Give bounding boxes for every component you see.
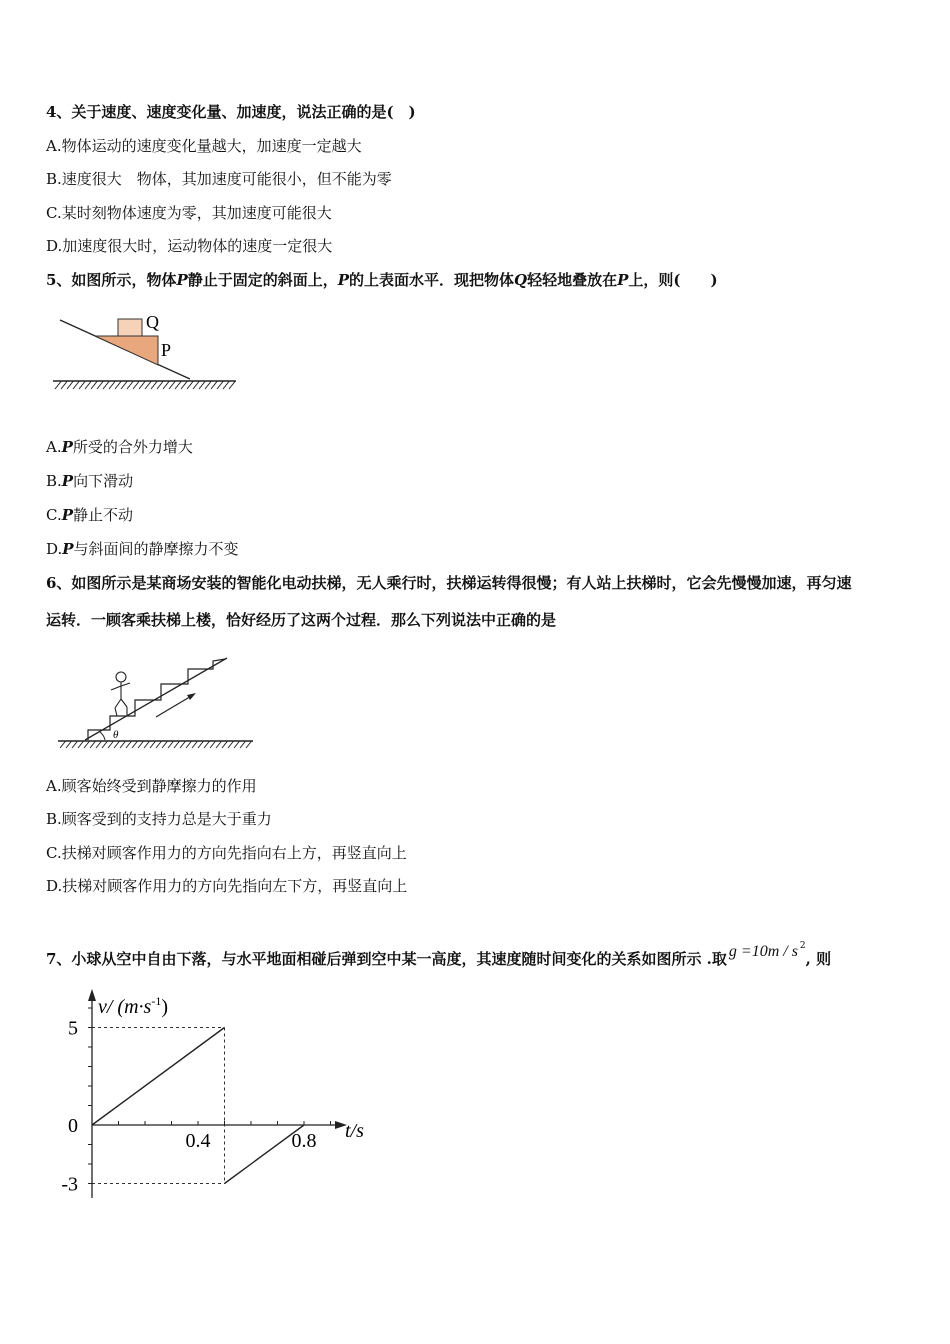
angle-theta: θ xyxy=(113,729,119,741)
q6-option-c: C.扶梯对顾客作用力的方向先指向右上方，再竖直向上 xyxy=(46,844,407,862)
q5-option-b: B.P向下滑动 xyxy=(46,472,134,490)
q4-option-b: B.速度很大 物体，其加速度可能很小，但不能为零 xyxy=(46,170,392,188)
q4-option-d: D.加速度很大时，运动物体的速度一定很大 xyxy=(46,237,333,255)
y-tick-label: 0 xyxy=(68,1115,78,1137)
q5-option-d: D.P与斜面间的静摩擦力不变 xyxy=(46,540,239,558)
q6-option-b: B.顾客受到的支持力总是大于重力 xyxy=(46,810,272,828)
velocity-time-chart xyxy=(40,985,400,1210)
x-axis-label: t/s xyxy=(345,1120,364,1142)
escalator-figure xyxy=(55,652,260,752)
q4-option-a: A.物体运动的速度变化量越大，加速度一定越大 xyxy=(46,137,362,155)
q4-stem: 4、关于速度、速度变化量、加速度，说法正确的是( ) xyxy=(46,103,416,121)
q5-option-a: A.P所受的合外力增大 xyxy=(46,438,193,456)
q4-option-c: C.某时刻物体速度为零，其加速度可能很大 xyxy=(46,204,332,222)
y-axis-label: v/ $(m\cdot s^{-1})$ xyxy=(98,994,168,1018)
x-tick-label: 0.4 xyxy=(185,1130,211,1152)
y-tick-label: -3 xyxy=(61,1173,78,1196)
q6-stem-line2: 运转．一顾客乘扶梯上楼，恰好经历了这两个过程．那么下列说法中正确的是 xyxy=(46,611,557,629)
q6-option-a: A.顾客始终受到静摩擦力的作用 xyxy=(46,777,257,795)
incline-figure xyxy=(50,306,240,398)
q6-option-d: D.扶梯对顾客作用力的方向先指向左下方，再竖直向上 xyxy=(46,877,408,895)
y-tick-label: 5 xyxy=(68,1017,78,1040)
label-p: P xyxy=(161,340,172,360)
label-q: Q xyxy=(146,312,159,332)
q6-stem-line1: 6、如图所示是某商场安装的智能化电动扶梯，无人乘行时，扶梯运转得很慢；有人站上扶梯时，它会先慢慢加速，再匀速 xyxy=(46,574,852,592)
series-falling xyxy=(92,1028,225,1126)
formula-g: g =10m / s xyxy=(728,943,798,960)
formula-exponent: 2 xyxy=(799,941,806,951)
q5-stem: 5、如图所示，物体P静止于固定的斜面上，P的上表面水平．现把物体Q轻轻地叠放在P上，则( ) xyxy=(46,271,718,289)
x-tick-label: 0.8 xyxy=(291,1130,317,1152)
q5-option-c: C.P静止不动 xyxy=(46,506,134,524)
person-icon xyxy=(111,672,130,716)
q7-stem: 7、小球从空中自由下落，与水平地面相碰后弹到空中某一高度，其速度随时间变化的关系如图所示 .取 g =10m / s $^2$, 则 xyxy=(46,941,832,968)
